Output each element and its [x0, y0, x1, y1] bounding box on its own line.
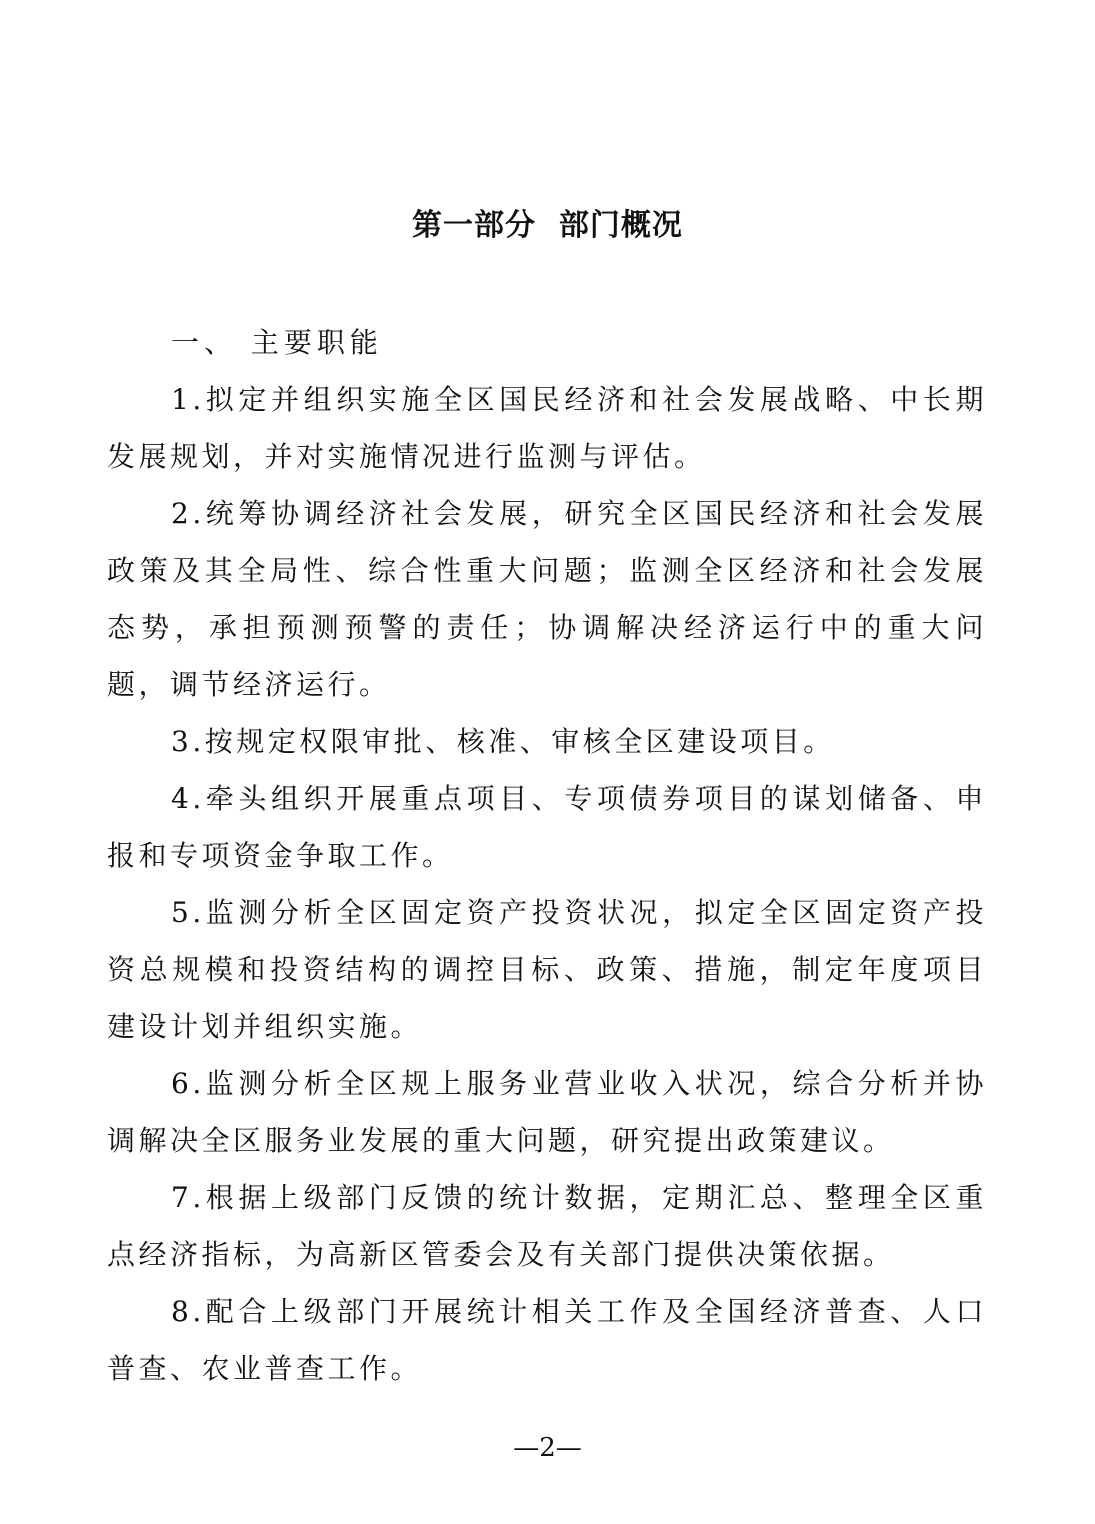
paragraph-6: 6.监测分析全区规上服务业营业收入状况，综合分析并协调解决全区服务业发展的重大问题，研究提出政策建议。 [107, 1067, 987, 1157]
page-title: 第一部分 部门概况 [412, 208, 683, 243]
page-number: —2— [513, 1433, 582, 1463]
section-heading: 一、 主要职能 [171, 326, 383, 359]
paragraph-5: 5.监测分析全区固定资产投资状况，拟定全区固定资产投资总规模和投资结构的调控目标、政策、措施，制定年度项目建设计划并组织实施。 [107, 896, 987, 1043]
paragraph-3: 3.按规定权限审批、核准、审核全区建设项目。 [171, 725, 835, 758]
document-body [107, 314, 987, 1397]
paragraph-4: 4.牵头组织开展重点项目、专项债券项目的谋划储备、申报和专项资金争取工作。 [107, 782, 987, 872]
paragraph-8: 8.配合上级部门开展统计相关工作及全国经济普查、人口普查、农业普查工作。 [107, 1295, 987, 1385]
paragraph-7: 7.根据上级部门反馈的统计数据，定期汇总、整理全区重点经济指标，为高新区管委会及有关部门提供决策依据。 [107, 1181, 987, 1271]
paragraph-2: 2.统筹协调经济社会发展，研究全区国民经济和社会发展政策及其全局性、综合性重大问题；监测全区经济和社会发展态势，承担预测预警的责任；协调解决经济运行中的重大问题，调节经济运行。 [107, 497, 987, 701]
paragraph-1: 1.拟定并组织实施全区国民经济和社会发展战略、中长期发展规划，并对实施情况进行监测与评估。 [107, 383, 987, 473]
